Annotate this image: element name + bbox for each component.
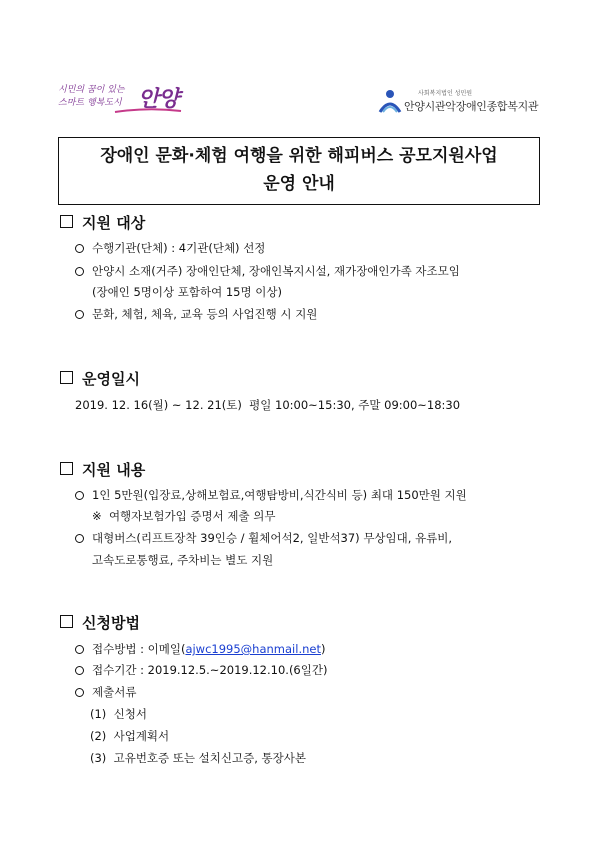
org-corp-label: 사회복지법인 성민원 <box>418 90 473 97</box>
city-name: 안양 <box>138 87 179 112</box>
document-title <box>58 137 540 205</box>
schedule-text: 2019. 12. 16(월) ~ 12. 21(토) 평일 10:00~15:30, 주말 09:00~18:30 <box>75 398 461 412</box>
city-slogan-line2: 스마트 행복도시 <box>58 98 122 108</box>
title-line1: 장애인 문화·체험 여행을 위한 해피버스 공모지원사업 <box>100 146 498 166</box>
list-item-continuation: 고속도로통행료, 주차비는 별도 지원 <box>92 553 274 567</box>
circle-bullet-icon <box>75 534 84 543</box>
circle-bullet-icon <box>75 645 84 654</box>
list-item: 대형버스(리프트장착 39인승 / 휠체어석2, 일반석37) 무상임대, 유류비, <box>75 530 452 546</box>
circle-bullet-icon <box>75 267 84 276</box>
circle-bullet-icon <box>75 491 84 500</box>
section-heading-content: 지원 내용 <box>60 459 145 480</box>
section-heading-apply: 신청방법 <box>60 612 140 633</box>
insurance-note: ※ 여행자보험가입 증명서 제출 의무 <box>92 509 276 523</box>
doc-item: (1) 신청서 <box>90 707 147 721</box>
email-link[interactable]: ajwc1995@hanmail.net <box>185 642 321 656</box>
circle-bullet-icon <box>75 666 84 675</box>
square-bullet-icon <box>60 615 73 628</box>
list-item: 접수방법 : 이메일(ajwc1995@hanmail.net) <box>75 641 325 657</box>
circle-bullet-icon <box>75 310 84 319</box>
anyang-city-logo <box>58 80 188 116</box>
list-item-continuation: (장애인 5명이상 포함하여 15명 이상) <box>92 285 282 299</box>
section-heading-target: 지원 대상 <box>60 212 145 233</box>
section-heading-schedule: 운영일시 <box>60 368 140 389</box>
square-bullet-icon <box>60 371 73 384</box>
circle-bullet-icon <box>75 688 84 697</box>
city-slogan-line1: 시민의 꿈이 있는 <box>58 85 125 95</box>
welfare-emblem-icon <box>378 88 402 114</box>
doc-item: (3) 고유번호증 또는 설치신고증, 통장사본 <box>90 751 306 765</box>
welfare-center-logo <box>378 84 553 120</box>
title-line2: 운영 안내 <box>263 174 335 194</box>
square-bullet-icon <box>60 215 73 228</box>
list-item: 문화, 체험, 체육, 교육 등의 사업진행 시 지원 <box>75 306 317 322</box>
list-item: 수행기관(단체) : 4기관(단체) 선정 <box>75 240 265 256</box>
circle-bullet-icon <box>75 244 84 253</box>
square-bullet-icon <box>60 462 73 475</box>
list-item: 제출서류 <box>75 684 136 700</box>
list-item: 안양시 소재(거주) 장애인단체, 장애인복지시설, 재가장애인가족 자조모임 <box>75 263 460 279</box>
swoosh-icon <box>113 108 183 114</box>
list-item: 1인 5만원(입장료,상해보험료,여행탐방비,식간식비 등) 최대 150만원 지원 <box>75 487 467 503</box>
list-item: 접수기간 : 2019.12.5.~2019.12.10.(6일간) <box>75 662 327 678</box>
org-name: 안양시관악장애인종합복지관 <box>404 100 539 113</box>
doc-item: (2) 사업계획서 <box>90 729 170 743</box>
